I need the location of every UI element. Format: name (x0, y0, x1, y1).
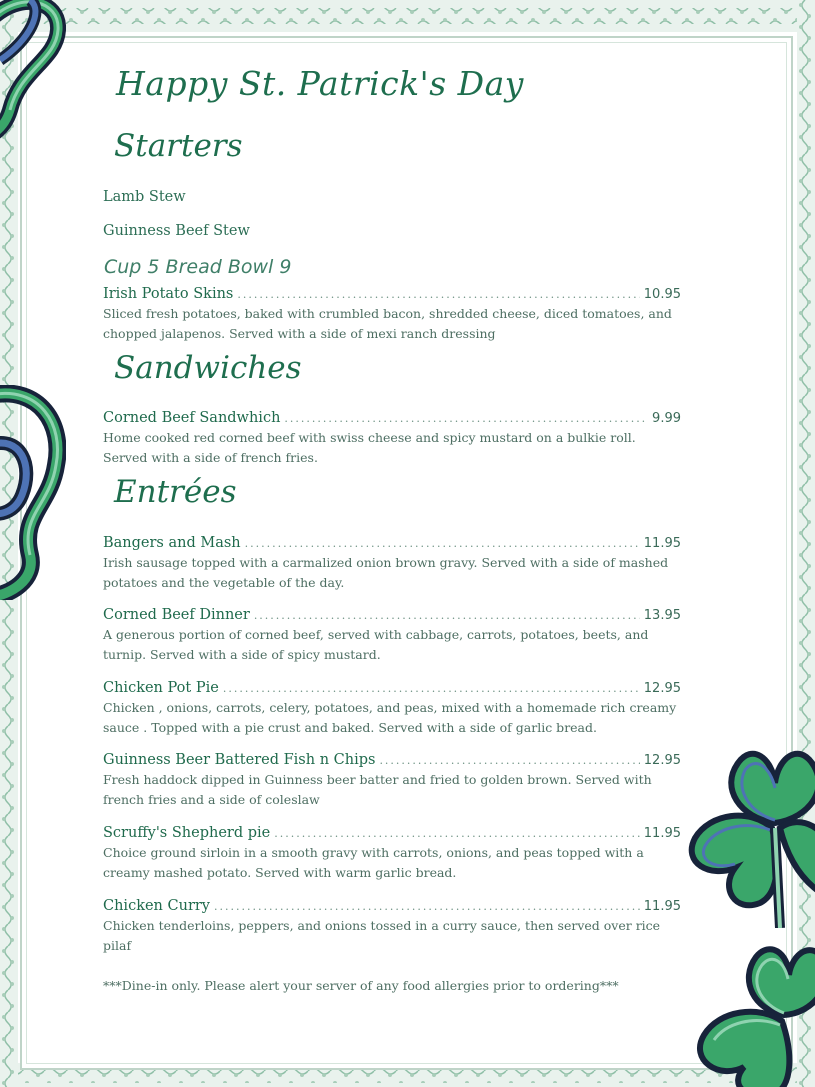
menu-item-name: Corned Beef Dinner (103, 607, 250, 623)
celtic-knot-icon (0, 385, 66, 600)
menu-item-description: Fresh haddock dipped in Guinness beer batter and fried to golden brown. Served with french fries and a side of coleslaw (103, 772, 652, 807)
menu-item-price: 9.99 (652, 411, 681, 426)
menu-item (103, 607, 681, 665)
dot-leader (284, 412, 648, 425)
menu-item-description: Chicken , onions, carrots, celery, potatoes, and peas, mixed with a homemade rich creamy sauce . Topped with a pie crust and baked. Served with a side of garlic bread. (103, 700, 677, 735)
menu-item-price: 13.95 (643, 608, 681, 623)
menu-item-price: 12.95 (643, 681, 681, 696)
menu-item-name: Chicken Curry (103, 898, 210, 914)
menu-item (103, 825, 681, 883)
shamrock-icon (680, 728, 815, 928)
menu-item-price: 10.95 (643, 287, 681, 302)
menu-item-description: Home cooked red corned beef with swiss cheese and spicy mustard on a bulkie roll. Served with a side of french fries. (103, 430, 636, 465)
dot-leader (379, 754, 639, 767)
section-heading-starters: Starters (114, 128, 243, 164)
menu-item-description: Irish sausage topped with a carmalized onion brown gravy. Served with a side of mashed potatoes and the vegetable of the day. (103, 555, 669, 590)
menu-item-name: Corned Beef Sandwhich (103, 410, 281, 426)
menu-item-name: Irish Potato Skins (103, 286, 234, 302)
menu-item-name: Bangers and Mash (103, 535, 241, 551)
menu-item-description: Chicken tenderloins, peppers, and onions tossed in a curry sauce, then served over rice pilaf (103, 918, 661, 953)
menu-item (103, 898, 681, 956)
dot-leader (274, 827, 640, 840)
menu-item-name: Scruffy's Shepherd pie (103, 825, 271, 841)
page-title: Happy St. Patrick's Day (116, 64, 524, 103)
menu-item-price: 11.95 (643, 536, 681, 551)
menu-item (103, 680, 681, 738)
menu-item-guinness-beef-stew: Guinness Beef Stew (103, 223, 250, 239)
section-heading-entrees: Entrées (114, 474, 237, 510)
menu-item-price: 11.95 (643, 826, 681, 841)
shamrock-icon (684, 935, 815, 1087)
menu-item-lamb-stew: Lamb Stew (103, 189, 186, 205)
section-heading-sandwiches: Sandwiches (114, 350, 302, 386)
menu-item (103, 286, 681, 344)
dot-leader (214, 900, 640, 913)
dot-leader (237, 288, 639, 301)
menu-item-price: 11.95 (643, 899, 681, 914)
dot-leader (254, 609, 640, 622)
menu-item-description: A generous portion of corned beef, served with cabbage, carrots, potatoes, beets, and turnip. Served with a side of spicy mustard. (103, 627, 649, 662)
menu-item-name: Guinness Beer Battered Fish n Chips (103, 752, 376, 768)
menu-item (103, 752, 681, 810)
menu-item-description: Sliced fresh potatoes, baked with crumbled bacon, shredded cheese, diced tomatoes, and chopped jalapenos. Served with a side of mexi ranch dressing (103, 306, 672, 341)
vine-border-top (0, 0, 815, 32)
menu-item-price: 12.95 (643, 753, 681, 768)
celtic-knot-icon (0, 0, 66, 140)
stew-price-note: Cup 5 Bread Bowl 9 (104, 256, 292, 278)
menu-item (103, 535, 681, 593)
menu-item-name: Chicken Pot Pie (103, 680, 219, 696)
menu-item (103, 410, 681, 468)
dot-leader (223, 682, 640, 695)
allergy-notice: ***Dine-in only. Please alert your server of any food allergies prior to ordering*** (103, 978, 619, 993)
menu-item-description: Choice ground sirloin in a smooth gravy with carrots, onions, and peas topped with a creamy mashed potato. Served with warm garlic bread. (103, 845, 644, 880)
dot-leader (245, 537, 640, 550)
